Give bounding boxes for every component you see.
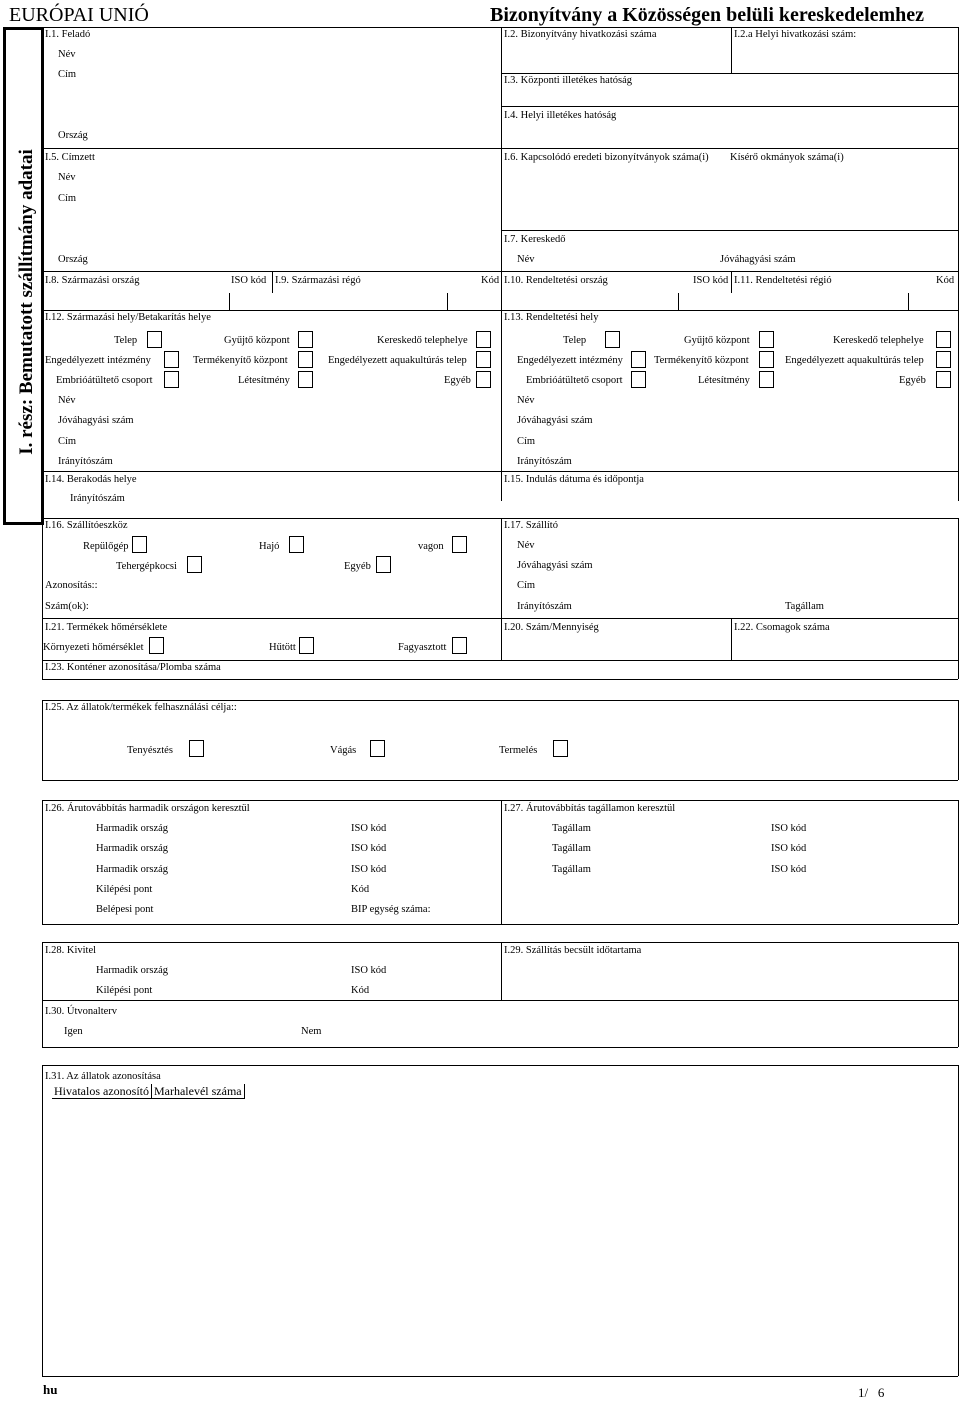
i10-iso-code-label: ISO kód <box>693 275 729 286</box>
i12-egyeb-label: Egyéb <box>444 375 471 386</box>
i12-eng-int-label: Engedélyezett intézmény <box>45 355 151 366</box>
i26-iso-2: ISO kód <box>351 843 387 854</box>
i12-termek-label: Termékenyítő központ <box>193 355 288 366</box>
i13-egyeb-checkbox[interactable] <box>936 371 951 388</box>
egyeb-transport-checkbox[interactable] <box>376 556 391 573</box>
i13-telep-checkbox[interactable] <box>605 331 620 348</box>
i13-keresk-label: Kereskedő telephelye <box>833 335 924 346</box>
frozen-checkbox[interactable] <box>452 637 467 654</box>
i13-embrio-checkbox[interactable] <box>631 371 646 388</box>
i14-postcode-label: Irányítószám <box>70 493 125 504</box>
i9-code-label: Kód <box>481 275 500 286</box>
i12-gyujto-label: Gyűjtő központ <box>224 335 290 346</box>
i12-telep-checkbox[interactable] <box>147 331 162 348</box>
i12-embrio-checkbox[interactable] <box>164 371 179 388</box>
i26-code: Kód <box>351 884 370 895</box>
i13-eng-int-checkbox[interactable] <box>631 351 646 368</box>
i13-name-label: Név <box>517 395 535 406</box>
i12-keresk-label: Kereskedő telephelye <box>377 335 468 346</box>
field-i11-label: I.11. Rendeltetési régió <box>734 275 832 286</box>
i17-approval-label: Jóváhagyási szám <box>517 560 593 571</box>
sender-country-label: Ország <box>58 130 88 141</box>
i26-bip: BIP egység száma: <box>351 904 431 915</box>
i13-gyujto-checkbox[interactable] <box>759 331 774 348</box>
i13-gyujto-label: Gyűjtő központ <box>684 335 750 346</box>
field-i17-label: I.17. Szállító <box>504 520 558 531</box>
i12-egyeb-checkbox[interactable] <box>476 371 491 388</box>
accompanying-docs-label: Kísérő okmányok száma(i) <box>730 152 844 163</box>
field-i31-label: I.31. Az állatok azonosítása <box>45 1071 161 1082</box>
identification-label: Azonosítás:: <box>45 580 98 591</box>
i12-aqua-checkbox[interactable] <box>476 351 491 368</box>
i26-iso-1: ISO kód <box>351 823 387 834</box>
field-i29-label: I.29. Szállítás becsült időtartama <box>504 945 642 956</box>
i13-address-label: Cím <box>517 436 536 447</box>
i28-third-country: Harmadik ország <box>96 965 169 976</box>
field-i22-label: I.22. Csomagok száma <box>734 622 830 633</box>
i12-letesitmeny-checkbox[interactable] <box>298 371 313 388</box>
field-i28-label: I.28. Kivitel <box>45 945 97 956</box>
i13-postcode-label: Irányítószám <box>517 456 572 467</box>
field-i2-label: I.2. Bizonyítvány hivatkozási száma <box>504 29 657 40</box>
i27-iso-3: ISO kód <box>771 864 807 875</box>
table-row <box>52 1084 244 1099</box>
i26-exit-point: Kilépési pont <box>96 884 153 895</box>
i27-member-state-1: Tagállam <box>552 823 591 834</box>
field-i16-label: I.16. Szállítóeszköz <box>45 520 128 531</box>
i13-letesitmeny-label: Létesítmény <box>698 375 750 386</box>
field-i15-label: I.15. Indulás dátuma és időpontja <box>504 474 644 485</box>
i12-telep-label: Telep <box>114 335 138 346</box>
i28-iso: ISO kód <box>351 965 387 976</box>
i17-name-label: Név <box>517 540 535 551</box>
ambient-label: Környezeti hőmérséklet <box>43 642 144 653</box>
header-left-title: EURÓPAI UNIÓ <box>9 4 149 26</box>
ambient-checkbox[interactable] <box>149 637 164 654</box>
vagas-checkbox[interactable] <box>370 740 385 757</box>
footer-language: hu <box>43 1382 58 1397</box>
i13-embrio-label: Embrióátültető csoport <box>526 375 623 386</box>
i13-keresk-checkbox[interactable] <box>936 331 951 348</box>
vagon-label: vagon <box>418 541 444 552</box>
field-i21-label: I.21. Termékek hőmérséklete <box>45 622 168 633</box>
i13-eng-int-label: Engedélyezett intézmény <box>517 355 623 366</box>
numbers-label: Szám(ok): <box>45 601 89 612</box>
side-label: I. rész: Bemutatott szállítmány adatai <box>16 149 37 455</box>
i27-iso-1: ISO kód <box>771 823 807 834</box>
recipient-country-label: Ország <box>58 254 88 265</box>
field-i12-label: I.12. Származási hely/Betakarítás helye <box>45 312 211 323</box>
i17-address-label: Cím <box>517 580 536 591</box>
field-i10-label: I.10. Rendeltetési ország <box>504 275 608 286</box>
i26-third-country-1: Harmadik ország <box>96 823 169 834</box>
field-i5-label: I.5. Címzett <box>45 152 95 163</box>
field-i8-label: I.8. Származási ország <box>45 275 140 286</box>
field-i23-label: I.23. Konténer azonosítása/Plomba száma <box>45 662 221 673</box>
egyeb-transport-label: Egyéb <box>344 561 371 572</box>
i13-termek-label: Termékenyítő központ <box>654 355 749 366</box>
i12-address-label: Cím <box>58 436 77 447</box>
i12-gyujto-checkbox[interactable] <box>298 331 313 348</box>
side-label-box <box>3 27 44 525</box>
field-i20-label: I.20. Szám/Mennyiség <box>504 622 599 633</box>
tenyesztes-label: Tenyésztés <box>127 745 173 756</box>
i13-aqua-label: Engedélyezett aquakultúrás telep <box>785 355 924 366</box>
i12-aqua-label: Engedélyezett aquakultúrás telep <box>328 355 467 366</box>
field-i27-label: I.27. Árutovábbítás tagállamon keresztül <box>504 803 676 814</box>
i12-letesitmeny-label: Létesítmény <box>238 375 290 386</box>
recipient-address-label: Cím <box>58 193 77 204</box>
frozen-label: Fagyasztott <box>398 642 447 653</box>
i12-termek-checkbox[interactable] <box>298 351 313 368</box>
recipient-name-label: Név <box>58 172 76 183</box>
i13-letesitmeny-checkbox[interactable] <box>759 371 774 388</box>
i12-postcode-label: Irányítószám <box>58 456 113 467</box>
tehergepkocsi-checkbox[interactable] <box>187 556 202 573</box>
field-i3-label: I.3. Központi illetékes hatóság <box>504 75 633 86</box>
hajo-label: Hajó <box>259 541 280 552</box>
i12-embrio-label: Embrióátültető csoport <box>56 375 153 386</box>
i8-iso-code-label: ISO kód <box>231 275 267 286</box>
i26-third-country-3: Harmadik ország <box>96 864 169 875</box>
field-i6-label: I.6. Kapcsolódó eredeti bizonyítványok száma(i) <box>504 152 709 163</box>
i26-iso-3: ISO kód <box>351 864 387 875</box>
i12-eng-int-checkbox[interactable] <box>164 351 179 368</box>
hajo-checkbox[interactable] <box>289 536 304 553</box>
i26-entry-point: Belépesi pont <box>96 904 154 915</box>
termeles-checkbox[interactable] <box>553 740 568 757</box>
field-i30-label: I.30. Útvonalterv <box>45 1006 118 1017</box>
field-i4-label: I.4. Helyi illetékes hatóság <box>504 110 617 121</box>
repulogep-label: Repülőgép <box>83 541 129 552</box>
vagon-checkbox[interactable] <box>452 536 467 553</box>
i28-exit-point: Kilépési pont <box>96 985 153 996</box>
i12-keresk-checkbox[interactable] <box>476 331 491 348</box>
chilled-checkbox[interactable] <box>299 637 314 654</box>
trader-name-label: Név <box>517 254 535 265</box>
table-header-cell: Hivatalos azonosító <box>52 1084 151 1099</box>
route-yes-label: Igen <box>64 1026 83 1037</box>
field-i1-label: I.1. Feladó <box>45 29 91 40</box>
field-i25-label: I.25. Az állatok/termékek felhasználási célja:: <box>45 702 237 713</box>
chilled-label: Hűtött <box>269 642 296 653</box>
route-no-label: Nem <box>301 1026 322 1037</box>
field-i26-label: I.26. Árutovábbítás harmadik országon keresztül <box>45 803 250 814</box>
sender-address-label: Cím <box>58 69 77 80</box>
field-i14-label: I.14. Berakodás helye <box>45 474 137 485</box>
i28-code: Kód <box>351 985 370 996</box>
header-right-title: Bizonyítvány a Közösségen belüli kereskedelemhez <box>490 4 925 26</box>
i11-code-label: Kód <box>936 275 955 286</box>
i13-egyeb-label: Egyéb <box>899 375 926 386</box>
footer-page-number: 1/ 6 <box>858 1385 885 1400</box>
i17-postcode-label: Irányítószám <box>517 601 572 612</box>
animal-identification-table <box>52 1084 245 1099</box>
field-i13-label: I.13. Rendeltetési hely <box>504 312 599 323</box>
table-header-cell: Marhalevél száma <box>151 1084 244 1099</box>
repulogep-checkbox[interactable] <box>132 536 147 553</box>
i17-member-state-label: Tagállam <box>785 601 824 612</box>
vagas-label: Vágás <box>330 745 357 756</box>
i13-termek-checkbox[interactable] <box>759 351 774 368</box>
termeles-label: Termelés <box>499 745 538 756</box>
tenyesztes-checkbox[interactable] <box>189 740 204 757</box>
sender-name-label: Név <box>58 49 76 60</box>
i13-aqua-checkbox[interactable] <box>936 351 951 368</box>
i27-member-state-2: Tagállam <box>552 843 591 854</box>
tehergepkocsi-label: Tehergépkocsi <box>116 561 177 572</box>
i13-approval-label: Jóváhagyási szám <box>517 415 593 426</box>
trader-approval-label: Jóváhagyási szám <box>720 254 796 265</box>
field-i2a-label: I.2.a Helyi hivatkozási szám: <box>734 29 857 40</box>
i12-approval-label: Jóváhagyási szám <box>58 415 134 426</box>
field-i7-label: I.7. Kereskedő <box>504 234 566 245</box>
i27-member-state-3: Tagállam <box>552 864 591 875</box>
i13-telep-label: Telep <box>563 335 587 346</box>
i26-third-country-2: Harmadik ország <box>96 843 169 854</box>
i12-name-label: Név <box>58 395 76 406</box>
field-i9-label: I.9. Származási régó <box>275 275 361 286</box>
i27-iso-2: ISO kód <box>771 843 807 854</box>
